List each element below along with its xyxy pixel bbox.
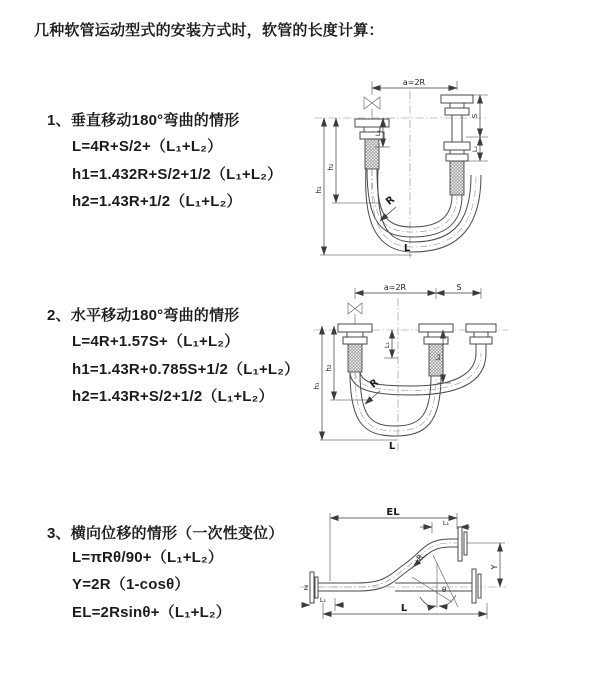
fig3-label-z: z (304, 583, 309, 592)
fig1-radius-callout (380, 194, 397, 221)
fig2-label-l-length: L (388, 441, 396, 452)
fig2-label-span: a=2R (383, 283, 407, 292)
fig1-label-r: R (384, 194, 397, 208)
section-3-formula-L: L=πRθ/90+（L₁+L₂） (72, 549, 224, 566)
valve-icon (364, 97, 380, 119)
fig1-label-h1: h₁ (315, 186, 323, 194)
fig3-label-l1-top: L₁ (442, 519, 450, 527)
section-3-formula-EL: EL=2Rsinθ+（L₁+L₂） (72, 604, 231, 621)
section-2-formula-h2: h2=1.43R+S/2+1/2（L₁+L₂） (72, 388, 274, 405)
fig3-label-theta: θ (442, 586, 447, 594)
section-2-heading: 2、水平移动180°弯曲的情形 (47, 307, 240, 324)
fig1-label-l-length: L (403, 243, 411, 254)
fig2-label-h2: h₂ (325, 364, 333, 372)
section-2-formula-L: L=4R+1.57S+（L₁+L₂） (72, 333, 240, 350)
section-2-formula-h1: h1=1.43R+0.785S+1/2（L₁+L₂） (72, 361, 300, 378)
valve-icon (348, 303, 362, 324)
fig1-top-dimension (372, 78, 457, 95)
fig1-left-pipe (355, 119, 389, 169)
fig3-label-r: R (414, 552, 426, 563)
fig3-label-el: EL (386, 507, 400, 518)
fig1-label-l2: L₂ (471, 145, 479, 153)
fig2-label-r: R (368, 377, 381, 391)
section-1-heading: 1、垂直移动180°弯曲的情形 (47, 112, 240, 129)
figure-3-lateral-displacement (300, 505, 600, 645)
fig1-right-pipe (441, 95, 473, 195)
fig1-label-s: S (471, 113, 479, 119)
fig2-label-h1: h₁ (313, 382, 321, 390)
fig1-label-h2: h₂ (327, 163, 335, 171)
fig3-left-flange (310, 572, 318, 603)
fig3-label-l-length: L (400, 603, 408, 614)
fig1-label-span: a=2R (402, 78, 426, 87)
fig1-label-l1: L₁ (374, 129, 382, 137)
fig2-left-pipe (338, 324, 372, 372)
section-1-formula-h1: h1=1.432R+S/2+1/2（L₁+L₂） (72, 166, 283, 183)
fig3-original-position-pipe (395, 569, 481, 603)
fig3-label-y: Y (490, 564, 499, 570)
page-title: 几种软管运动型式的安装方式时，软管的长度计算： (34, 22, 384, 39)
fig2-label-s: S (456, 283, 462, 292)
section-1-formula-L: L=4R+S/2+（L₁+L₂） (72, 138, 223, 155)
section-3-heading: 3、横向位移的情形（一次性变位） (47, 525, 284, 542)
fig3-label-l1-bottom: L₁ (319, 596, 327, 604)
fig1-right-dimensions (461, 95, 488, 161)
fig2-middle-pipe (419, 324, 453, 376)
figure-1-vertical-180-bend (312, 75, 600, 260)
fig2-label-l1: L₁ (383, 341, 391, 349)
section-1-formula-h2: h2=1.43R+1/2（L₁+L₂） (72, 193, 242, 210)
fig3-upper-flange (458, 527, 467, 561)
fig2-label-l2: L₂ (434, 353, 442, 361)
figure-2-horizontal-180-bend (312, 283, 600, 461)
fig2-hose-curves (350, 353, 486, 436)
section-3-formula-Y: Y=2R（1-cosθ） (72, 576, 190, 593)
fig2-top-dimension (355, 283, 481, 299)
fig2-right-pipe (466, 324, 496, 353)
fig3-el-dimension (330, 507, 457, 581)
fig3-l-dimension (323, 603, 487, 619)
fig3-angle-construction (412, 552, 458, 608)
